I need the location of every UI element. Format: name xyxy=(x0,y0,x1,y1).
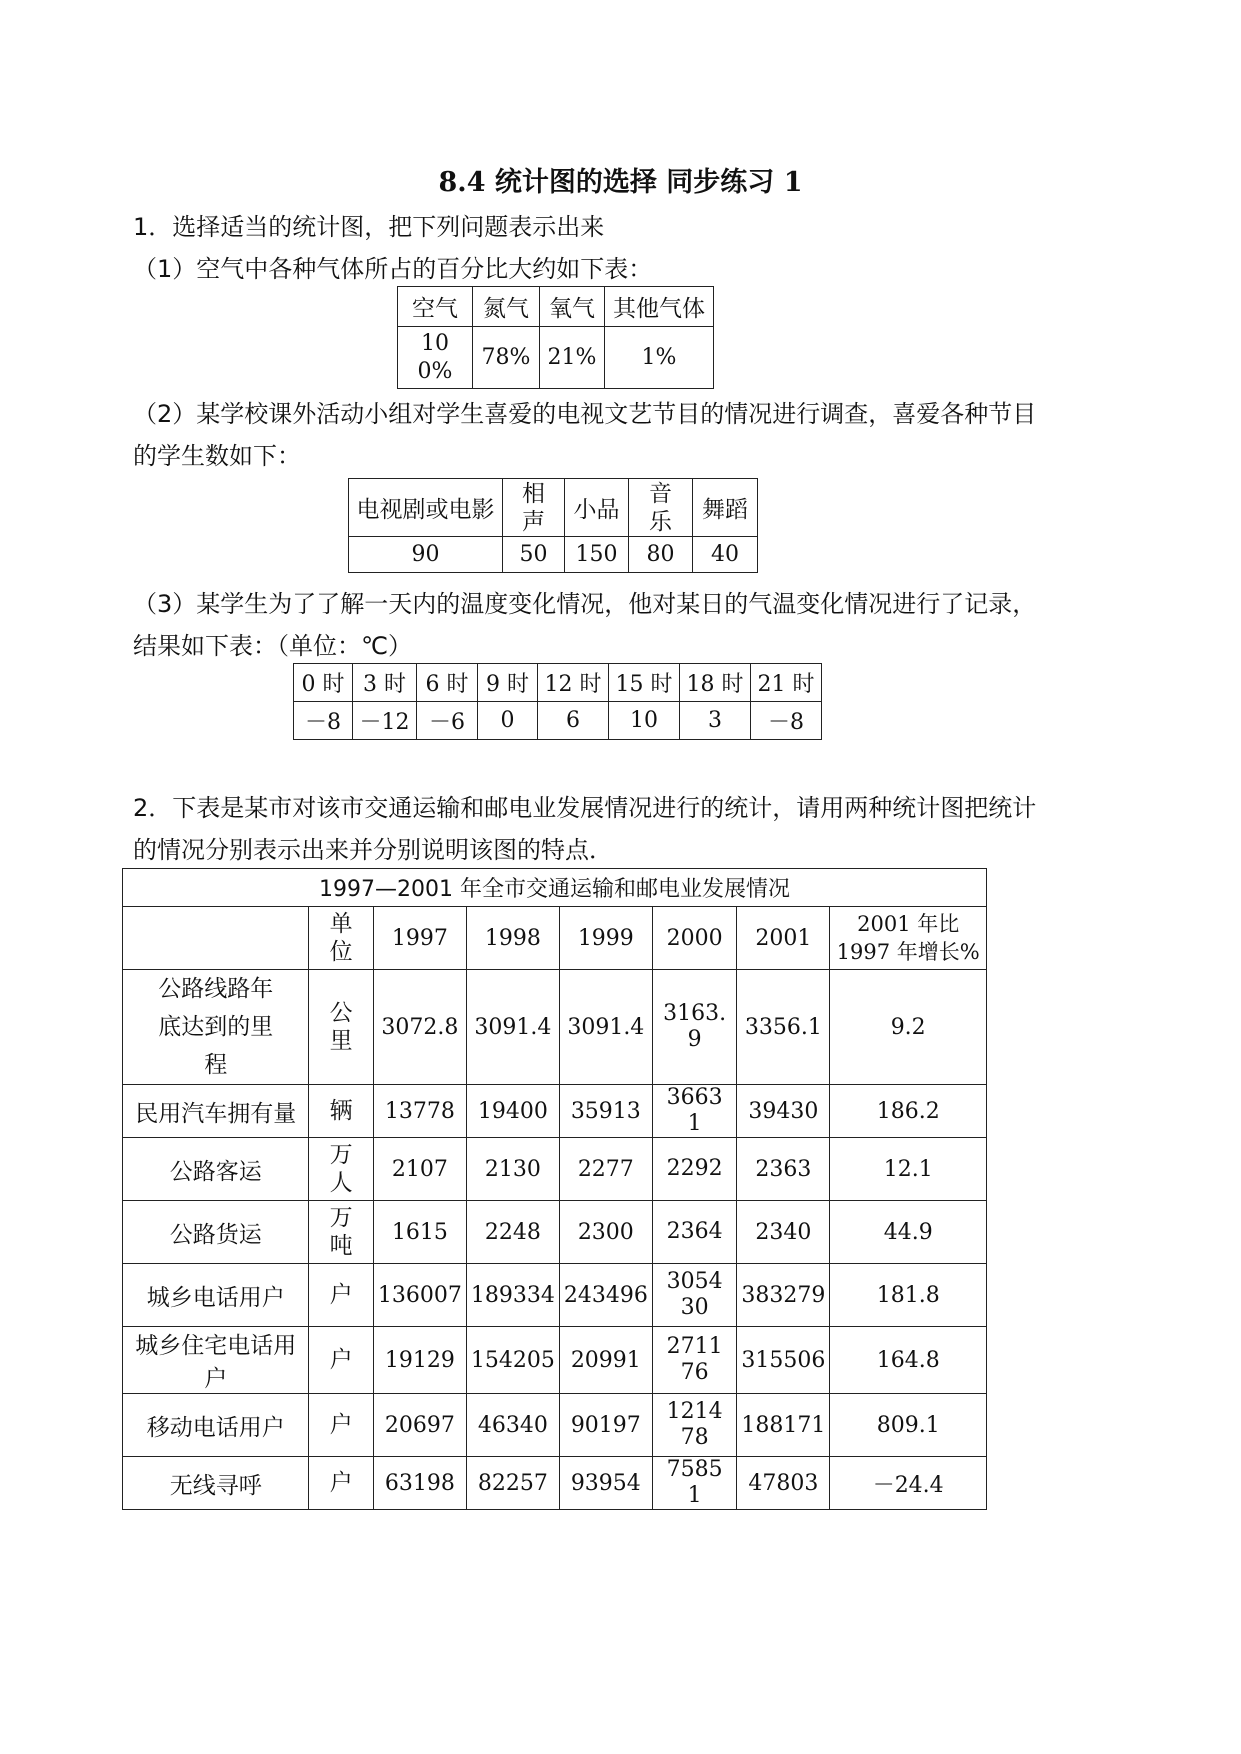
value-cell: 2248 xyxy=(466,1201,559,1264)
value-cell: 80 xyxy=(629,537,693,573)
value-cell: 6 xyxy=(538,702,609,740)
value-cell: 3091.4 xyxy=(559,970,652,1085)
page-title: 8.4 统计图的选择 同步练习 1 xyxy=(438,167,803,198)
value-cell: 50 xyxy=(503,537,565,573)
row-label-cell: 公路客运 xyxy=(123,1138,309,1201)
value-cell: 1615 xyxy=(373,1201,466,1264)
unit-cell: 万吨 xyxy=(309,1201,373,1264)
value-cell: 2363 xyxy=(737,1138,830,1201)
value-cell: 40 xyxy=(693,537,758,573)
value-cell: 19400 xyxy=(466,1085,559,1138)
table-row xyxy=(123,1138,987,1201)
value-cell: 39430 xyxy=(737,1085,830,1138)
value-cell: 0 xyxy=(478,702,538,740)
value-cell: 63198 xyxy=(373,1457,466,1510)
table-row xyxy=(123,1085,987,1138)
tv-program-table xyxy=(348,478,758,573)
value-cell: 3163.9 xyxy=(652,970,737,1085)
table-row xyxy=(123,1201,987,1264)
value-cell: 3072.8 xyxy=(373,970,466,1085)
header-cell: 空气 xyxy=(398,287,473,327)
unit-cell: 辆 xyxy=(309,1085,373,1138)
header-cell: 21 时 xyxy=(751,664,822,702)
header-cell: 6 时 xyxy=(417,664,478,702)
table-caption: 1997—2001 年全市交通运输和邮电业发展情况 xyxy=(123,869,987,907)
value-cell: 2292 xyxy=(652,1138,737,1201)
value-cell: 188171 xyxy=(737,1394,830,1457)
header-cell: 2001 xyxy=(737,907,830,970)
value-cell: 383279 xyxy=(737,1264,830,1327)
row-label-cell: 城乡住宅电话用户 xyxy=(123,1327,309,1394)
table-row xyxy=(123,1264,987,1327)
question-1-stem: 1．选择适当的统计图，把下列问题表示出来 xyxy=(133,213,605,241)
question-1-part-3-text-line2: 结果如下表：（单位：℃） xyxy=(133,632,412,660)
header-cell: 1997 xyxy=(373,907,466,970)
unit-cell: 万人 xyxy=(309,1138,373,1201)
unit-cell: 户 xyxy=(309,1327,373,1394)
question-1-part-2-text-line1: （2）某学校课外活动小组对学生喜爱的电视文艺节目的情况进行调查，喜爱各种节目 xyxy=(133,400,1037,428)
value-cell: 13778 xyxy=(373,1085,466,1138)
table-row xyxy=(123,1327,987,1394)
value-cell: 305430 xyxy=(652,1264,737,1327)
row-label-cell: 城乡电话用户 xyxy=(123,1264,309,1327)
value-cell: 9.2 xyxy=(830,970,987,1085)
value-cell: 46340 xyxy=(466,1394,559,1457)
value-cell: 47803 xyxy=(737,1457,830,1510)
value-cell: －8 xyxy=(751,702,822,740)
value-cell: 90 xyxy=(349,537,503,573)
value-cell: 2130 xyxy=(466,1138,559,1201)
value-cell: 121478 xyxy=(652,1394,737,1457)
table-row xyxy=(123,1457,987,1510)
value-cell: 136007 xyxy=(373,1264,466,1327)
value-cell: 181.8 xyxy=(830,1264,987,1327)
value-cell: 154205 xyxy=(466,1327,559,1394)
question-1-part-1-text: （1）空气中各种气体所占的百分比大约如下表： xyxy=(133,255,653,283)
header-cell: 相声 xyxy=(503,479,565,537)
question-1-part-2-text-line2: 的学生数如下： xyxy=(133,442,301,470)
row-label-cell: 民用汽车拥有量 xyxy=(123,1085,309,1138)
question-2-text-line2: 的情况分别表示出来并分别说明该图的特点． xyxy=(133,836,613,864)
row-label-cell: 无线寻呼 xyxy=(123,1457,309,1510)
value-cell: 36631 xyxy=(652,1085,737,1138)
row-label-cell: 公路线路年底达到的里程 xyxy=(123,970,309,1085)
header-cell: 氮气 xyxy=(473,287,540,327)
header-cell: 其他气体 xyxy=(605,287,714,327)
row-label-cell: 移动电话用户 xyxy=(123,1394,309,1457)
value-cell: －12 xyxy=(353,702,417,740)
header-cell: 15 时 xyxy=(609,664,680,702)
value-cell: 3356.1 xyxy=(737,970,830,1085)
header-cell: 电视剧或电影 xyxy=(349,479,503,537)
header-cell: 1998 xyxy=(466,907,559,970)
question-1-part-3-text-line1: （3）某学生为了了解一天内的温度变化情况，他对某日的气温变化情况进行了记录， xyxy=(133,590,1037,618)
value-cell: 189334 xyxy=(466,1264,559,1327)
header-cell: 2000 xyxy=(652,907,737,970)
header-cell: 单位 xyxy=(309,907,373,970)
header-cell: 9 时 xyxy=(478,664,538,702)
temperature-table xyxy=(293,663,822,740)
value-cell: 82257 xyxy=(466,1457,559,1510)
value-cell: 2364 xyxy=(652,1201,737,1264)
header-cell: 3 时 xyxy=(353,664,417,702)
value-cell: 3 xyxy=(680,702,751,740)
air-composition-table xyxy=(397,286,714,389)
header-cell: 0 时 xyxy=(294,664,353,702)
value-cell: 90197 xyxy=(559,1394,652,1457)
value-cell: 186.2 xyxy=(830,1085,987,1138)
value-cell: 20697 xyxy=(373,1394,466,1457)
value-cell: 809.1 xyxy=(830,1394,987,1457)
value-cell: 20991 xyxy=(559,1327,652,1394)
value-cell: 21% xyxy=(540,327,605,389)
value-cell: 164.8 xyxy=(830,1327,987,1394)
question-2-text-line1: 2．下表是某市对该市交通运输和邮电业发展情况进行的统计，请用两种统计图把统计 xyxy=(133,794,1037,822)
value-cell: 100% xyxy=(398,327,473,389)
unit-cell: 户 xyxy=(309,1457,373,1510)
unit-cell: 公里 xyxy=(309,970,373,1085)
unit-cell: 户 xyxy=(309,1394,373,1457)
header-cell: 18 时 xyxy=(680,664,751,702)
header-cell: 12 时 xyxy=(538,664,609,702)
value-cell: 75851 xyxy=(652,1457,737,1510)
header-cell: 小品 xyxy=(565,479,629,537)
header-cell xyxy=(123,907,309,970)
value-cell: 243496 xyxy=(559,1264,652,1327)
value-cell: 1% xyxy=(605,327,714,389)
table-row xyxy=(123,1394,987,1457)
value-cell: 35913 xyxy=(559,1085,652,1138)
value-cell: 2277 xyxy=(559,1138,652,1201)
table-row xyxy=(123,970,987,1085)
value-cell: 93954 xyxy=(559,1457,652,1510)
value-cell: －6 xyxy=(417,702,478,740)
value-cell: －24.4 xyxy=(830,1457,987,1510)
value-cell: 271176 xyxy=(652,1327,737,1394)
header-cell: 2001 年比 1997 年增长% xyxy=(830,907,987,970)
value-cell: 2300 xyxy=(559,1201,652,1264)
value-cell: 78% xyxy=(473,327,540,389)
value-cell: 19129 xyxy=(373,1327,466,1394)
value-cell: 150 xyxy=(565,537,629,573)
value-cell: 12.1 xyxy=(830,1138,987,1201)
value-cell: －8 xyxy=(294,702,353,740)
row-label-cell: 公路货运 xyxy=(123,1201,309,1264)
unit-cell: 户 xyxy=(309,1264,373,1327)
header-cell: 1999 xyxy=(559,907,652,970)
value-cell: 315506 xyxy=(737,1327,830,1394)
header-cell: 舞蹈 xyxy=(693,479,758,537)
transport-post-table xyxy=(122,868,987,1510)
value-cell: 2340 xyxy=(737,1201,830,1264)
header-cell: 氧气 xyxy=(540,287,605,327)
value-cell: 3091.4 xyxy=(466,970,559,1085)
value-cell: 2107 xyxy=(373,1138,466,1201)
value-cell: 10 xyxy=(609,702,680,740)
header-cell: 音乐 xyxy=(629,479,693,537)
value-cell: 44.9 xyxy=(830,1201,987,1264)
